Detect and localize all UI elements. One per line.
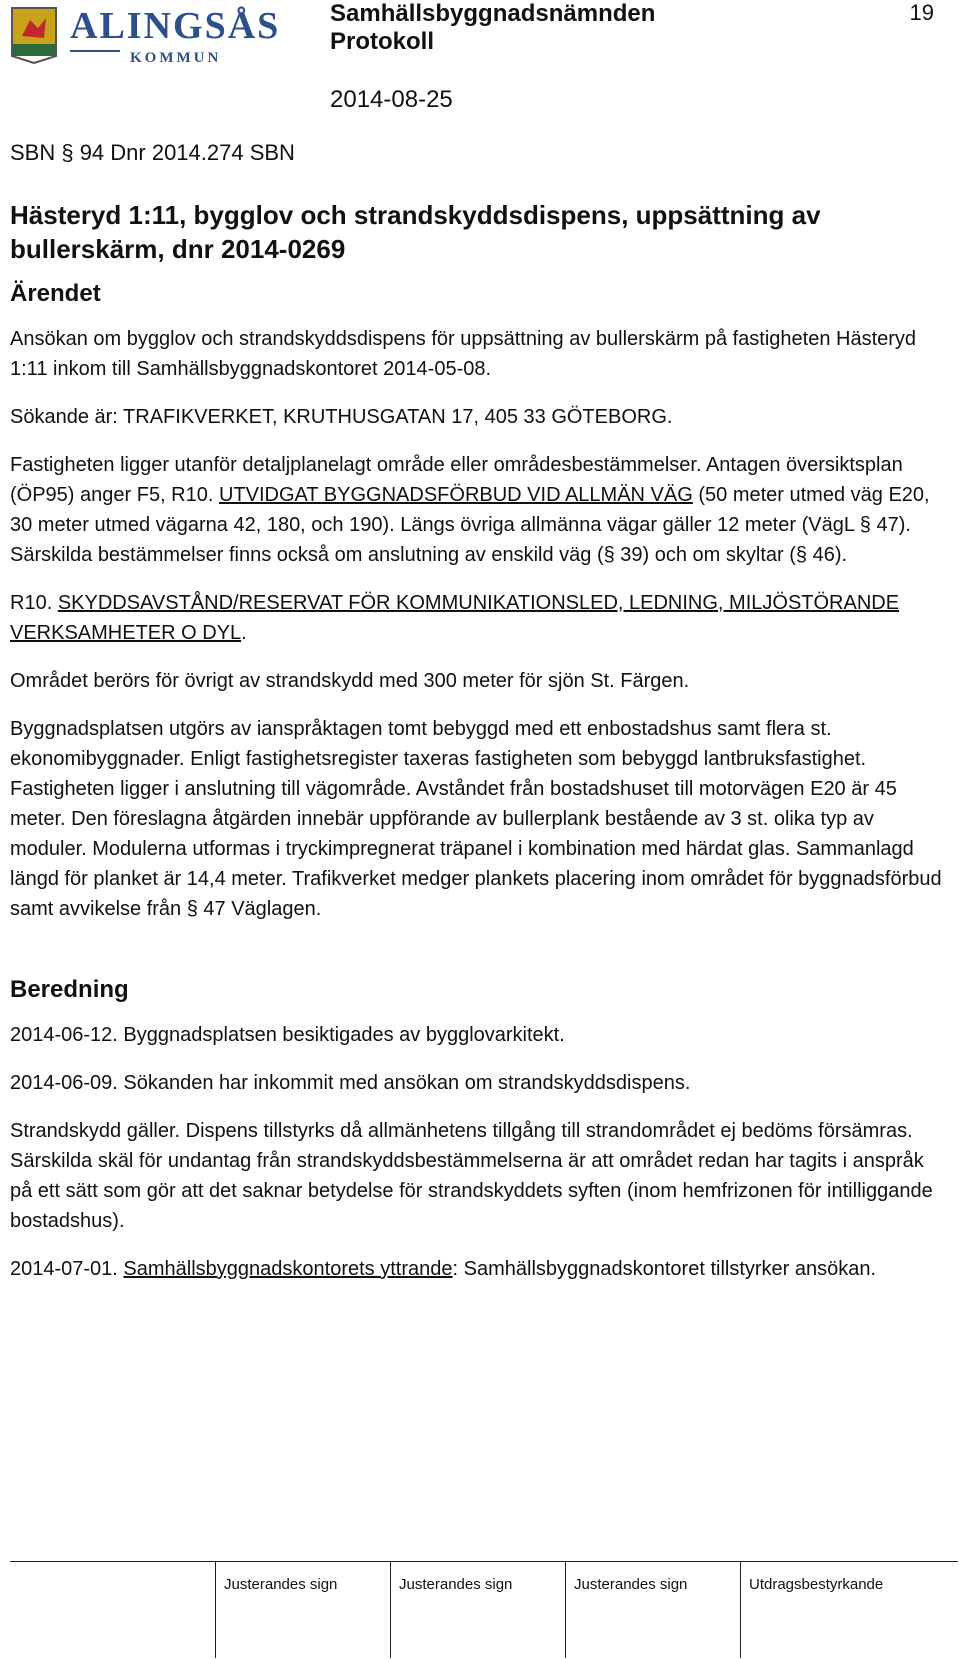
committee-name: Samhällsbyggnadsnämnden (330, 0, 656, 27)
paragraph: R10. SKYDDSAVSTÅND/RESERVAT FÖR KOMMUNIKATIONSLED, LEDNING, MILJÖSTÖRANDE VERKSAMHETER O DYL. (10, 592, 900, 644)
paragraph: 2014-07-01. Samhällsbyggnadskontorets yttrande: Samhällsbyggnadskontoret tillstyrker ansökan. (10, 1258, 877, 1280)
paragraph: 2014-06-12. Byggnadsplatsen besiktigades av bygglovarkitekt. (10, 1024, 565, 1046)
municipality-logo (10, 4, 290, 68)
underlined-text: UTVIDGAT BYGGNADSFÖRBUD VID ALLMÄN VÄG (218, 484, 693, 506)
paragraph: Området berörs för övrigt av strandskydd med 300 meter för sjön St. Färgen. (10, 670, 690, 692)
case-number: SBN § 94 Dnr 2014.274 SBN (10, 140, 295, 165)
paragraph: Strandskydd gäller. Dispens tillstyrks då allmänhetens tillgång till strandområdet ej bedöms försämras. Särskilda skäl för undantag från strandskyddsbestämmelserna är att området redan har tagits i anspråk på ett sätt som gör att det saknar betydelse för strandskyddets syften (inom hemfrizonen för intilliggande bostadshus). (10, 1120, 933, 1232)
certification-cell: Utdragsbestyrkande (740, 1562, 958, 1658)
paragraph: Ansökan om bygglov och strandskyddsdispens för uppsättning av bullerskärm på fastigheten Hästeryd 1:11 inkom till Samhällsbyggnadskontoret 2014-05-08. (10, 328, 917, 380)
signature-cell: Justerandes sign (215, 1562, 391, 1658)
paragraph: Byggnadsplatsen utgörs av ianspråktagen tomt bebyggd med ett enbostadshus samt flera st. ekonomibyggnader. Enligt fastighetsregister taxeras fastigheten som bebyggd lantbruksfastighet. Fastigheten ligger i anslutning till vägområde. Avståndet från bostadshuset till motorvägen E20 är 45 meter. Den föreslagna åtgärden innebär uppförande av bullerplank bestående av 3 st. olika typ av moduler. Modulerna utformas i tryckimpregnerat träpanel i kombination med härdat glas. Sammanlagd längd för planket är 14,4 meter. Trafikverket medger plankets placering inom området för byggnadsförbud samt avvikelse från § 47 Väglagen. (10, 718, 942, 920)
case-title: Hästeryd 1:11, bygglov och strandskyddsdispens, uppsättning av bullerskärm, dnr 2014-0269 (10, 200, 821, 264)
document-body (10, 198, 945, 1302)
paragraph: 2014-06-09. Sökanden har inkommit med ansökan om strandskyddsdispens. (10, 1072, 691, 1094)
paragraph: Fastigheten ligger utanför detaljplanelagt område eller områdesbestämmelser. Antagen översiktsplan (ÖP95) anger F5, R10. UTVIDGAT BYGGNADSFÖRBUD VID ALLMÄN VÄG (50 meter utmed väg E20, 30 meter utmed vägarna 42, 180, och 190). Längs övriga allmänna vägar gäller 12 meter (VägL § 47). Särskilda bestämmelser finns också om anslutning av enskild väg (§ 39) och om skyltar (§ 46). (10, 454, 930, 566)
logo-name: ALINGSÅS (70, 5, 281, 47)
paragraph: Sökande är: TRAFIKVERKET, KRUTHUSGATAN 17, 405 33 GÖTEBORG. (10, 406, 673, 428)
underlined-text: SKYDDSAVSTÅND/RESERVAT FÖR KOMMUNIKATIONSLED, LEDNING, MILJÖSTÖRANDE VERKSAMHETER O DYL (10, 592, 900, 644)
signature-cell: Justerandes sign (390, 1562, 566, 1658)
meeting-date: 2014-08-25 (330, 86, 453, 113)
signature-footer (10, 1561, 958, 1658)
page-header (0, 0, 960, 113)
signature-cell: Justerandes sign (565, 1562, 741, 1658)
coat-of-arms-icon (10, 6, 58, 64)
underlined-text: Samhällsbyggnadskontorets yttrande (123, 1258, 453, 1280)
logo-subtitle: KOMMUN (130, 50, 222, 66)
page-number: 19 (909, 0, 934, 25)
logo-rule-left (70, 50, 120, 52)
section-heading-arendet: Ärendet (10, 280, 101, 307)
section-heading-beredning: Beredning (10, 976, 129, 1003)
document-type: Protokoll (330, 28, 435, 55)
